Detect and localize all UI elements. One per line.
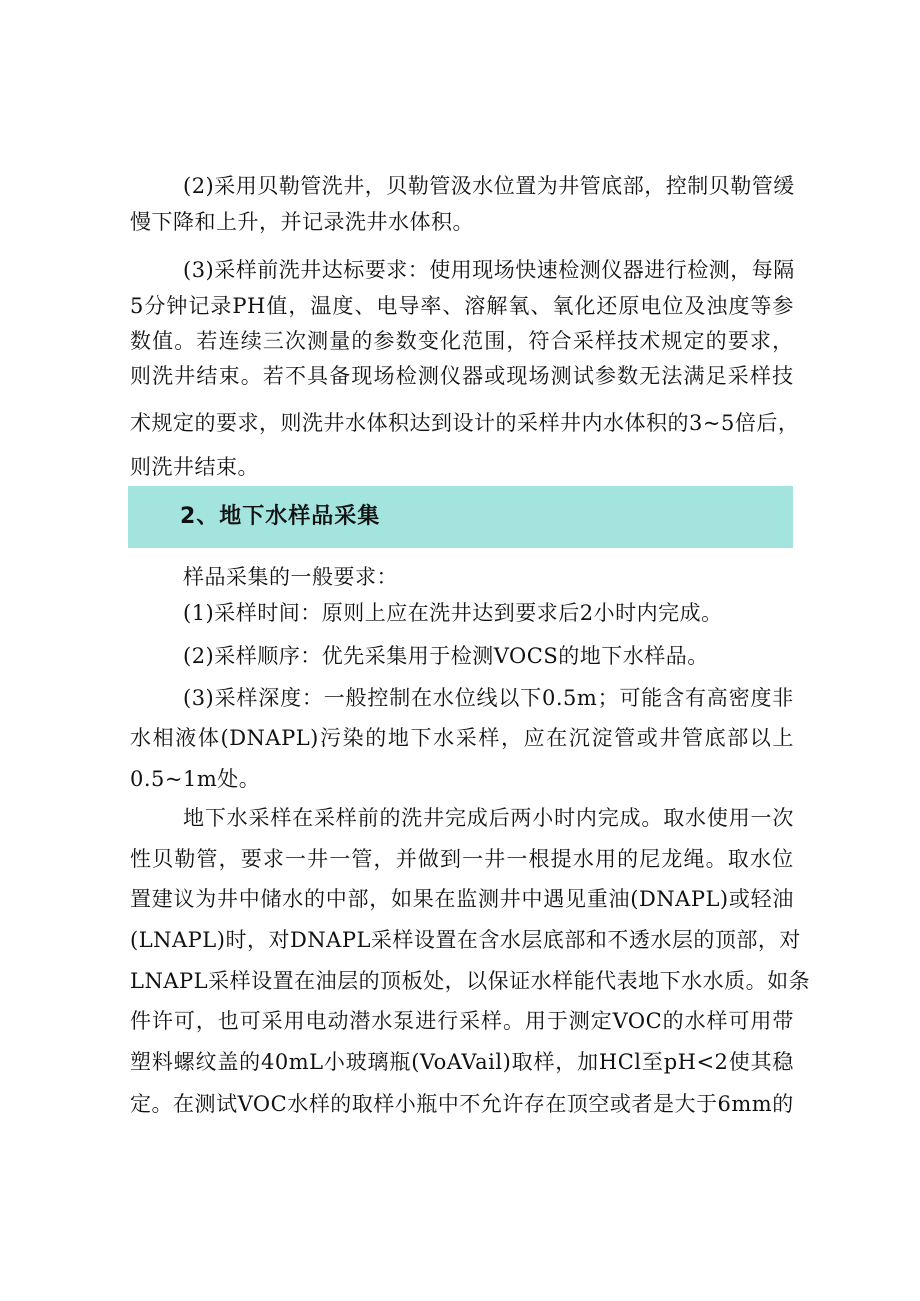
paragraph-line: (1)采样时间：原则上应在洗井达到要求后2小时内完成。 <box>183 601 723 625</box>
paragraph-line: (2) 采 用 贝 勒 管 洗 井 ， 贝 勒 管 汲 水 位 置 为 井 管 底 部 ， 控 制 贝 勒 管 缓 <box>183 174 795 198</box>
paragraph-line: 5 分 钟 记 录 PH 值 ， 温 度 、 电 导 率 、 溶 解 氧 、 氧 化 还 原 电 位 及 浊 度 等 参 <box>130 294 794 318</box>
paragraph-line: 置 建 议 为 井 中 储 水 的 中 部 ， 如 果 在 监 测 井 中 遇 见 重 油 (DNAPL) 或 轻 油 <box>130 887 794 911</box>
paragraph-line: 数 值 。 若 连 续 三 次 测 量 的 参 数 变 化 范 围 ， 符 合 采 样 技 术 规 定 的 要 求 ， <box>130 329 794 353</box>
paragraph-line: 样品采集的一般要求： <box>183 565 398 589</box>
paragraph-line: 水 相 液 体 (DNAPL) 污 染 的 地 下 水 采 样 ， 应 在 沉 淀 管 或 井 管 底 部 以 上 <box>130 726 794 750</box>
paragraph-line: 则洗井结束。 <box>130 455 259 479</box>
paragraph-line: 术 规 定 的 要 求 ， 则 洗 井 水 体 积 达 到 设 计 的 采 样 井 内 水 体 积 的 3~5 倍 后 ， <box>130 411 800 435</box>
paragraph-line: (2)采样顺序：优先采集用于检测VOCS的地下水样品。 <box>183 644 709 668</box>
paragraph-line: LNAPL 采 样 设 置 在 油 层 的 顶 板 处 ， 以 保 证 水 样 能 代 表 地 下 水 水 质 。 如 条 <box>130 969 811 993</box>
paragraph-line: 则 洗 井 结 束 。 若 不 具 备 现 场 检 测 仪 器 或 现 场 测 试 参 数 无 法 满 足 采 样 技 <box>130 364 794 388</box>
paragraph-line: 定 。 在 测 试 VOC 水 样 的 取 样 小 瓶 中 不 允 许 存 在 顶 空 或 者 是 大 于 6mm 的 <box>130 1092 794 1116</box>
paragraph-line: 性 贝 勒 管 ， 要 求 一 井 一 管 ， 并 做 到 一 井 一 根 提 水 用 的 尼 龙 绳 。 取 水 位 <box>130 847 794 871</box>
paragraph-line: 0.5~1m处。 <box>130 767 261 791</box>
paragraph-line: 慢下降和上升，并记录洗井水体积。 <box>130 210 474 234</box>
paragraph-line: 地 下 水 采 样 在 采 样 前 的 洗 井 完 成 后 两 小 时 内 完 成 。 取 水 使 用 一 次 <box>183 806 794 830</box>
section-title: 2、地下水样品采集 <box>180 504 381 529</box>
paragraph-line: 塑 料 螺 纹 盖 的 40mL 小 玻 璃 瓶 (VoAVail) 取 样 ， 加 HCl 至 pH<2 使 其 稳 <box>130 1050 794 1074</box>
paragraph-line: (3) 采 样 深 度 ： 一 般 控 制 在 水 位 线 以 下 0.5m ； 可 能 含 有 高 密 度 非 <box>183 686 794 710</box>
paragraph-line: 件 许 可 ， 也 可 采 用 电 动 潜 水 泵 进 行 采 样 。 用 于 测 定 VOC 的 水 样 可 用 带 <box>130 1009 794 1033</box>
paragraph-line: (LNAPL) 时 ， 对 DNAPL 采 样 设 置 在 含 水 层 底 部 和 不 透 水 层 的 顶 部 ， 对 <box>130 928 801 952</box>
paragraph-line: (3) 采 样 前 洗 井 达 标 要 求 ： 使 用 现 场 快 速 检 测 仪 器 进 行 检 测 ， 每 隔 <box>183 258 795 282</box>
